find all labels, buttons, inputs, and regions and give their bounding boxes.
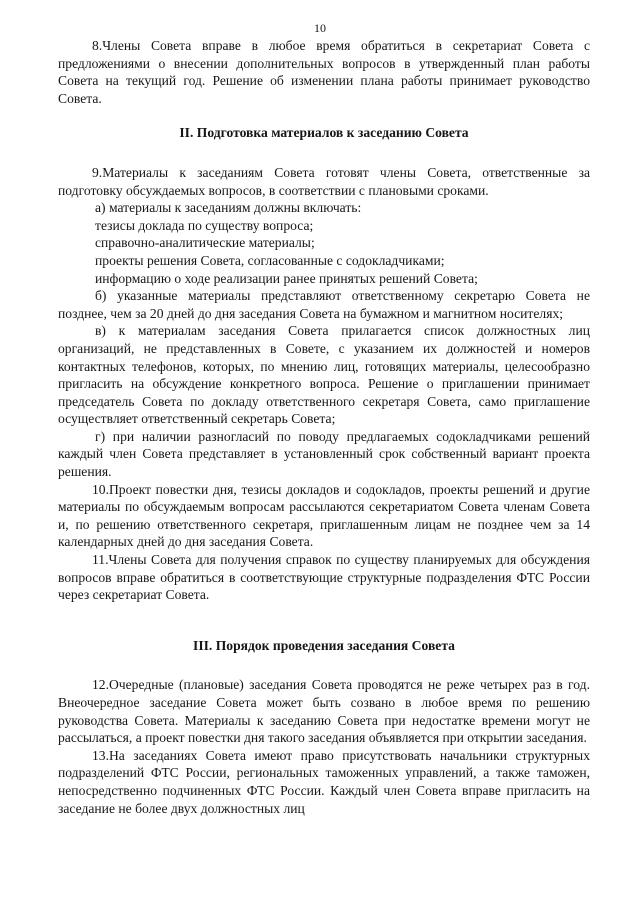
section-3-heading: III. Порядок проведения заседания Совета [193,637,455,653]
list-item-a-2: справочно-аналитические материалы; [95,235,315,251]
paragraph-8: 8.Члены Совета вправе в любое время обратиться в секретариат Совета с предложениями о внесении дополнительных вопросов в утвержденный план работы Совета на текущий год. Решение об изменении плана работы принимает руководство Совета. [58,38,590,106]
list-item-v: в) к материалам заседания Совета прилагается список должностных лиц организаций, не представленных в Совете, с указанием их должностей и номеров контактных телефонов, которых, по мнению лиц, готовящих материалы, целесообразно пригласить на обсуждение конкретного вопроса. Решение о приглашении принимает председатель Совета по докладу ответственного секретаря Совета, само приглашение осуществляет ответственный секретарь Совета; [58,323,590,427]
list-item-b: б) указанные материалы представляют ответственному секретарю Совета не позднее, чем за 20 дней до дня заседания Совета на бумажном и магнитном носителях; [58,288,590,321]
list-item-a-4: информацию о ходе реализации ранее принятых решений Совета; [95,270,478,286]
document-body [58,37,590,817]
paragraph-9: 9.Материалы к заседаниям Совета готовят члены Совета, ответственные за подготовку обсуждаемых вопросов, в соответствии с плановыми сроками. [58,164,590,198]
paragraph-11: 11.Члены Совета для получения справок по существу планируемых для обсуждения вопросов вправе обратиться в соответствующие структурные подразделения ФТС России через секретариат Совета. [58,552,590,603]
paragraph-10: 10.Проект повестки дня, тезисы докладов и содокладов, проекты решений и другие материалы по обсуждаемым вопросам рассылаются секретариатом Совета членам Совета и, по решению ответственного секретаря, приглашенным лицам не позднее чем за 14 календарных дней до дня заседания Совета. [58,481,590,550]
list-item-a: а) материалы к заседаниям должны включать: [95,200,362,216]
list-item-a-1: тезисы доклада по существу вопроса; [95,217,314,233]
list-item-g: г) при наличии разногласий по поводу предлагаемых содокладчиками решений каждый член Совета представляет в установленный срок собственный вариант проекта решения. [58,428,590,480]
paragraph-13: 13.На заседаниях Совета имеют право присутствовать начальники структурных подразделений ФТС России, региональных таможенных управлений, а также таможен, непосредственно подчиненных ФТС России. Каждый член Совета вправе пригласить на заседание не более двух должностных лиц [58,747,590,816]
paragraph-12: 12.Очередные (плановые) заседания Совета проводятся не реже четырех раз в год. Внеочередное заседание Совета может быть созвано в любое время по решению руководства Совета. Материалы к заседанию Совета при недостатке времени могут не рассылаться, а проект повестки дня такого заседания объявляется при открытии заседания. [58,677,590,746]
section-2-heading: II. Подготовка материалов к заседанию Совета [179,125,469,141]
list-item-a-3: проекты решения Совета, согласованные с содокладчиками; [95,252,445,268]
page-number: 10 [314,21,326,35]
